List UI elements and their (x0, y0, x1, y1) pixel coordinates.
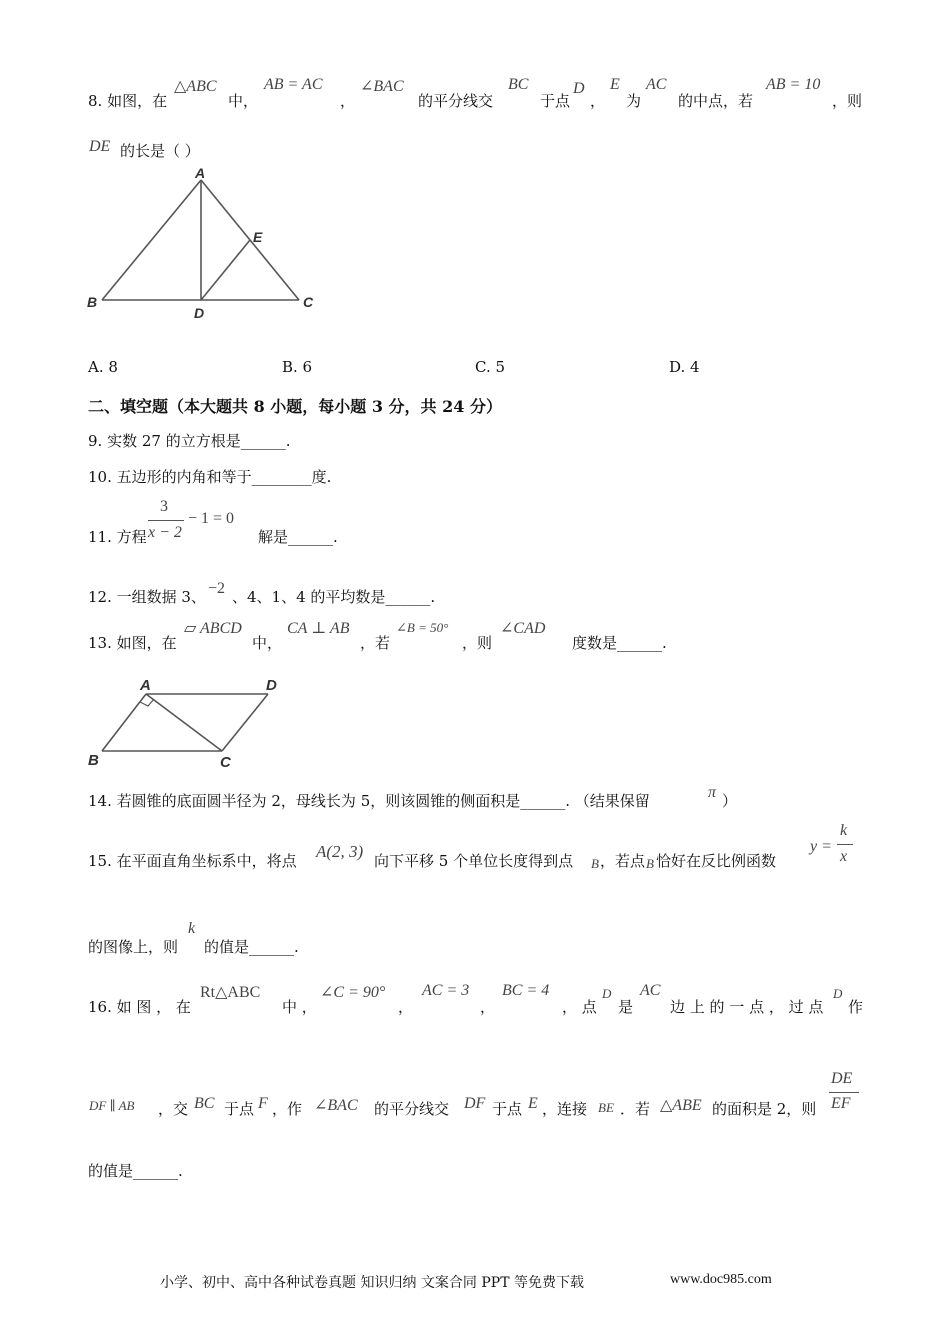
q16-bc: BC (194, 1095, 215, 1112)
footer-url[interactable]: www.doc985.com (670, 1272, 772, 1287)
q13-parallelogram: ▱ ABCD (184, 620, 242, 637)
q13-angle-cad: ∠CAD (500, 620, 546, 637)
q16-fraction-denominator: EF (831, 1095, 851, 1112)
q16-text: 于点 (224, 1100, 255, 1118)
q8-option-a: A. 8 (88, 358, 118, 376)
q15-k-numerator: k (840, 822, 848, 839)
q16-fraction-bar (829, 1092, 859, 1093)
q16-tail: 的值是______. (88, 1162, 183, 1180)
q14-close: ） (722, 792, 738, 810)
q16-text: 中 ， (282, 998, 317, 1016)
q16-angle-bac: ∠BAC (314, 1097, 358, 1114)
q16-text: 于点 (492, 1100, 523, 1118)
q16-ac-3: AC = 3 (422, 982, 470, 999)
q13-angle-b: ∠B = 50° (396, 620, 449, 635)
q8-label-b: B (87, 294, 98, 310)
q8-point-d: D (573, 80, 585, 97)
q13-tail: 度数是______. (572, 634, 667, 652)
q16-be: BE (598, 1100, 614, 1115)
q13-label-d: D (266, 677, 277, 694)
q15-k: k (188, 920, 196, 937)
q8-ac: AC (646, 76, 667, 93)
q11-prefix: 11. 方程 (88, 528, 147, 546)
q8-label-e: E (253, 229, 263, 245)
q16-text: 的平分线交 (374, 1100, 450, 1118)
q16-point-d-2: D (833, 986, 843, 1001)
q12-tail: 、4、1、4 的平均数是______. (232, 588, 436, 606)
q16-text: ，交 (158, 1100, 189, 1118)
q8-text: ， (340, 92, 356, 110)
q11-tail: 解是______. (258, 528, 338, 546)
q8-label-c: C (303, 294, 314, 310)
q16-df-parallel-ab: DF ∥ AB (89, 1098, 135, 1113)
q16-text: ．若 (620, 1100, 651, 1118)
q16-text: ， (398, 998, 414, 1016)
q11-fraction-bar (148, 520, 184, 521)
q14-pi: π (708, 784, 717, 801)
q15-text: 向下平移 5 个单位长度得到点 (374, 852, 574, 870)
q16-text: ，连接 (542, 1100, 588, 1118)
q8-text: 于点 (540, 92, 571, 110)
q8-triangle-figure (84, 164, 324, 324)
q16-ac: AC (640, 982, 661, 999)
q8-text: 为 (626, 92, 642, 110)
q12-prefix: 12. 一组数据 3、 (88, 588, 206, 606)
q16-triangle-abe: △ABE (660, 1097, 702, 1114)
q8-point-e: E (610, 76, 620, 93)
q8-text: 的长是（ ） (120, 142, 200, 160)
q8-de: DE (89, 138, 111, 155)
q15-fraction-bar (837, 844, 853, 845)
question-10: 10. 五边形的内角和等于________度. (88, 468, 332, 486)
q13-prefix: 13. 如图，在 (88, 634, 177, 652)
q8-angle-bac: ∠BAC (360, 78, 404, 95)
section-2-heading: 二、填空题（本大题共 8 小题，每小题 3 分，共 24 分） (88, 397, 502, 416)
q11-numerator: 3 (160, 498, 168, 515)
q8-option-d: D. 4 (669, 358, 700, 376)
q16-point-e: E (528, 1095, 538, 1112)
q16-text: 作 (848, 998, 864, 1016)
q8-option-b: B. 6 (282, 358, 313, 376)
q8-label-d: D (194, 305, 205, 321)
q8-triangle-abc: △ABC (174, 78, 217, 95)
q15-tail: 的值是______. (204, 938, 299, 956)
q13-parallelogram-figure (84, 672, 294, 772)
q15-point-a: A(2, 3) (316, 842, 364, 861)
q8-ab-eq-ac: AB = AC (264, 76, 323, 93)
q16-angle-c: ∠C = 90° (320, 984, 386, 1001)
q15-y-eq: y = (810, 838, 832, 855)
q13-text: 中， (252, 634, 283, 652)
q11-denominator: x − 2 (148, 524, 182, 541)
q16-fraction-numerator: DE (831, 1070, 853, 1087)
q8-text: ，则 (832, 92, 863, 110)
q16-text: ，作 (272, 1100, 303, 1118)
q15-text: 恰好在反比例函数 (656, 852, 777, 870)
q12-neg-two: −2 (208, 580, 226, 597)
q16-rt-abc: Rt△ABC (200, 984, 261, 1001)
q16-text: 是 (618, 998, 634, 1016)
footer-text: 小学、初中、高中各种试卷真题 知识归纳 文案合同 PPT 等免费下载 (160, 1275, 584, 1291)
q16-text: ， 点 (562, 998, 597, 1016)
q16-text: 边 上 的 一 点 ， 过 点 (670, 998, 824, 1016)
q8-label-a: A (195, 165, 206, 181)
q16-text: 的面积是 2，则 (712, 1100, 817, 1118)
q15-point-b-2: B (646, 856, 654, 871)
q8-text: 的平分线交 (418, 92, 494, 110)
q15-text: ，若点 (600, 852, 646, 870)
q15-line2: 的图像上，则 (88, 938, 179, 956)
q15-x-denominator: x (840, 848, 848, 865)
q15-prefix: 15. 在平面直角坐标系中，将点 (88, 852, 297, 870)
q16-point-d: D (602, 986, 612, 1001)
q8-ab-eq-10: AB = 10 (766, 76, 821, 93)
q8-bc: BC (508, 76, 529, 93)
q13-label-a: A (140, 677, 151, 694)
q13-perp: CA ⊥ AB (287, 620, 350, 637)
q13-text: ，则 (462, 634, 493, 652)
q13-label-c: C (220, 754, 231, 771)
q8-text: 的中点，若 (678, 92, 754, 110)
q16-prefix: 16. 如 图 ， 在 (88, 998, 191, 1016)
q16-text: ， (480, 998, 496, 1016)
q16-df: DF (464, 1095, 486, 1112)
q8-option-c: C. 5 (475, 358, 506, 376)
q13-text: ，若 (360, 634, 391, 652)
q8-text: 中， (228, 92, 259, 110)
q15-point-b: B (591, 856, 599, 871)
q14-text: 14. 若圆锥的底面圆半径为 2，母线长为 5，则该圆锥的侧面积是______. （结果保留 (88, 792, 650, 810)
q13-label-b: B (88, 752, 99, 769)
q16-point-f: F (258, 1095, 268, 1112)
q16-bc-4: BC = 4 (502, 982, 550, 999)
q11-equation-rest: − 1 = 0 (188, 510, 235, 527)
question-9: 9. 实数 27 的立方根是______. (88, 432, 291, 450)
q8-text: ， (590, 92, 606, 110)
q8-prefix: 8. 如图，在 (88, 92, 168, 110)
